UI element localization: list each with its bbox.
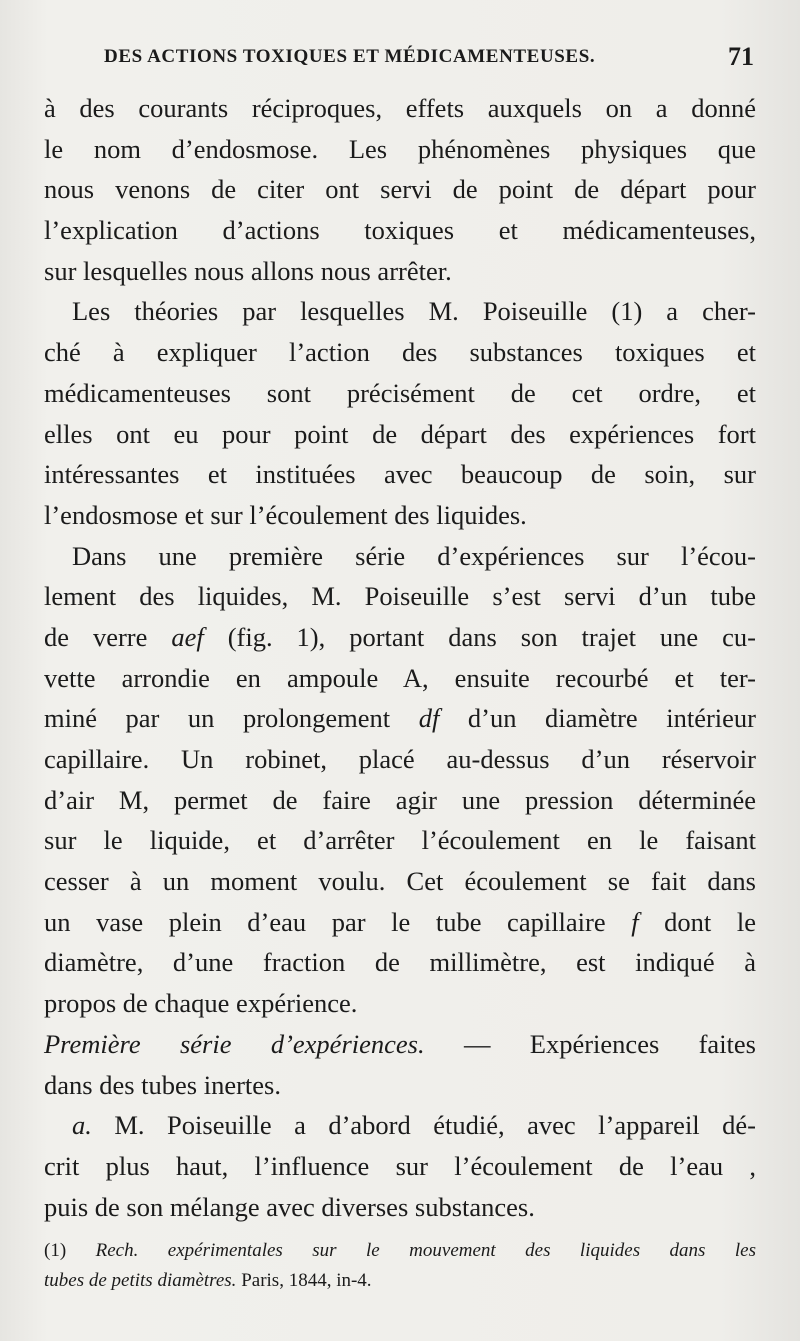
text-line: Dans une première série d’expériences sur l’écou-	[72, 540, 756, 571]
text-line: cesser à un moment voulu. Cet écoulement se fait dans	[44, 866, 756, 897]
italic-text: f	[631, 906, 639, 937]
text-line: médicamenteuses sont précisément de cet ordre, et	[44, 377, 756, 408]
italic-text: aef	[171, 621, 204, 652]
running-title: DES ACTIONS TOXIQUES ET MÉDICAMENTEUSES.	[104, 46, 596, 67]
text-line: intéressantes et instituées avec beaucoup de soin, sur	[44, 459, 756, 490]
text-line: d’air M, permet de faire agir une pression déterminée	[44, 784, 756, 815]
text-line: vette arrondie en ampoule A, ensuite recourbé et ter-	[44, 662, 756, 693]
text-line	[44, 902, 756, 943]
footnote	[44, 1236, 756, 1296]
text-line: le nom d’endosmose. Les phénomènes physiques que	[44, 133, 756, 164]
text-line: sur lesquelles nous allons nous arrêter.	[44, 255, 452, 286]
text-line	[44, 698, 756, 739]
text-line: à des courants réciproques, effets auxquels on a donné	[44, 93, 756, 123]
page-header	[104, 44, 754, 78]
text-segment: dont le	[638, 906, 756, 937]
text-line: dans des tubes inertes.	[44, 1069, 281, 1100]
text-segment: d’un diamètre intérieur	[439, 703, 756, 734]
italic-text: a.	[72, 1110, 92, 1141]
text-segment: M. Poiseuille a d’abord étudié, avec l’appareil dé-	[91, 1110, 756, 1141]
text-segment: un vase plein d’eau par le tube capillaire	[44, 906, 632, 937]
footnote-line	[44, 1266, 756, 1296]
footnote-italic-text: tubes de petits diamètres.	[44, 1270, 237, 1291]
text-line	[44, 1105, 756, 1146]
text-line: crit plus haut, l’influence sur l’écoulement de l’eau ,	[44, 1150, 756, 1181]
text-segment: (fig. 1), portant dans son trajet une cu-	[203, 621, 756, 652]
text-line	[44, 1024, 756, 1065]
text-segment: — Expériences faites	[424, 1028, 756, 1059]
body-text	[44, 88, 756, 1227]
footnote-text-segment: Paris, 1844, in-4.	[236, 1270, 372, 1291]
text-line: nous venons de citer ont servi de point de départ pour	[44, 174, 756, 205]
text-segment: miné par un prolongement	[44, 703, 419, 734]
text-segment: de verre	[44, 621, 172, 652]
text-line: diamètre, d’une fraction de millimètre, est indiqué à	[44, 947, 756, 978]
text-line: l’endosmose et sur l’écoulement des liquides.	[44, 499, 527, 530]
text-line: puis de son mélange avec diverses substances.	[44, 1191, 535, 1222]
italic-text: df	[418, 703, 440, 734]
footnote-italic-text: Rech. expérimentales sur le mouvement des liquides dans les	[95, 1240, 756, 1261]
text-line	[44, 617, 756, 658]
footnote-line	[44, 1236, 756, 1266]
footnote-text-segment: (1)	[44, 1240, 96, 1261]
text-line: ché à expliquer l’action des substances toxiques et	[44, 337, 756, 368]
text-line: sur le liquide, et d’arrêter l’écoulement en le faisant	[44, 825, 756, 856]
italic-text: Première série d’expériences.	[44, 1028, 425, 1059]
page-number: 71	[728, 42, 754, 71]
text-line: propos de chaque expérience.	[44, 988, 358, 1019]
text-line: capillaire. Un robinet, placé au-dessus d’un réservoir	[44, 744, 756, 774]
text-line: elles ont eu pour point de départ des expériences fort	[44, 418, 756, 449]
text-line: l’explication d’actions toxiques et médicamenteuses,	[44, 215, 756, 246]
text-line: lement des liquides, M. Poiseuille s’est servi d’un tube	[44, 581, 756, 612]
text-line: Les théories par lesquelles M. Poiseuille (1) a cher-	[72, 296, 756, 327]
